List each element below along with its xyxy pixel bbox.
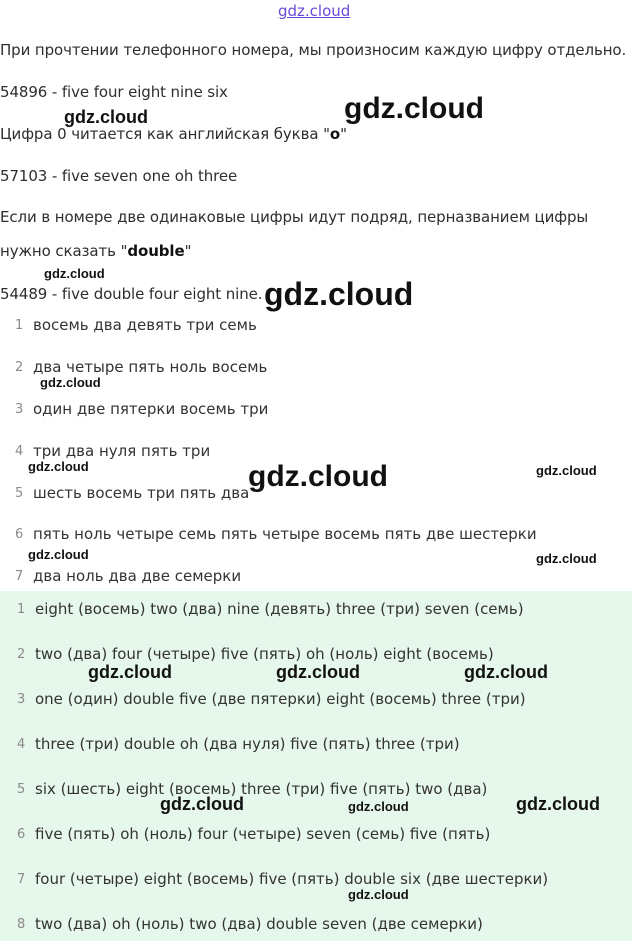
watermark: gdz.cloud (248, 460, 388, 493)
watermark: gdz.cloud (160, 794, 244, 814)
answer-number: 1 (17, 602, 26, 617)
answer-number: 7 (17, 872, 26, 887)
task-item: шесть восемь три пять два (33, 484, 250, 502)
watermark: gdz.cloud (516, 794, 600, 814)
watermark: gdz.cloud (348, 887, 409, 902)
answer-number: 5 (17, 782, 26, 797)
example-1: 54896 - five four eight nine six (0, 83, 228, 101)
rule-3-suffix: " (184, 242, 192, 260)
task-item: два ноль два две семерки (33, 567, 242, 585)
task-number: 6 (15, 527, 24, 542)
watermark: gdz.cloud (40, 375, 101, 390)
watermark: gdz.cloud (276, 662, 360, 682)
watermark: gdz.cloud (464, 662, 548, 682)
task-number: 2 (15, 360, 24, 375)
watermark: gdz.cloud (536, 463, 597, 478)
rule-2-bold: o (329, 125, 341, 143)
task-item: восемь два девять три семь (33, 316, 257, 334)
watermark: gdz.cloud (88, 662, 172, 682)
rule-paragraph-2 (0, 125, 347, 143)
watermark: gdz.cloud (264, 276, 414, 312)
answer-item: six (шесть) eight (восемь) three (три) five (пять) two (два) (35, 780, 488, 798)
task-item: три два нуля пять три (33, 442, 211, 460)
task-item: два четыре пять ноль восемь (33, 358, 268, 376)
rule-3-bold: double (127, 242, 185, 260)
rule-paragraph-1: При прочтении телефонного номера, мы произносим каждую цифру отдельно. (0, 41, 627, 59)
watermark: gdz.cloud (348, 799, 409, 814)
watermark: gdz.cloud (44, 266, 105, 281)
rule-3-prefix: нужно сказать " (0, 242, 128, 260)
watermark: gdz.cloud (536, 551, 597, 566)
answer-number: 2 (17, 647, 26, 662)
watermark: gdz.cloud (28, 547, 89, 562)
rule-2-suffix: " (340, 125, 347, 143)
answer-item: two (два) oh (ноль) two (два) double seven (две семерки) (35, 915, 483, 933)
answers-panel (0, 591, 632, 941)
watermark: gdz.cloud (64, 107, 148, 127)
answer-item: two (два) four (четыре) five (пять) oh (ноль) eight (восемь) (35, 645, 494, 663)
site-header-link[interactable]: gdz.cloud (278, 2, 351, 20)
task-number: 3 (15, 402, 24, 417)
answer-item: four (четыре) eight (восемь) five (пять) double six (две шестерки) (35, 870, 549, 888)
answer-item: three (три) double oh (два нуля) five (пять) three (три) (35, 735, 460, 753)
task-number: 1 (15, 318, 24, 333)
answer-number: 3 (17, 692, 26, 707)
answer-number: 8 (17, 917, 26, 932)
task-number: 4 (15, 444, 24, 459)
task-item: пять ноль четыре семь пять четыре восемь пять две шестерки (33, 525, 537, 543)
task-item: один две пятерки восемь три (33, 400, 269, 418)
answer-item: eight (восемь) two (два) nine (девять) three (три) seven (семь) (35, 600, 524, 618)
watermark: gdz.cloud (344, 92, 484, 125)
task-number: 5 (15, 486, 24, 501)
answer-number: 4 (17, 737, 26, 752)
task-number: 7 (15, 569, 24, 584)
watermark: gdz.cloud (28, 459, 89, 474)
answer-item: one (один) double five (две пятерки) eight (восемь) three (три) (35, 690, 526, 708)
rule-paragraph-3-line-2 (0, 242, 191, 260)
example-3: 54489 - five double four eight nine. (0, 285, 263, 303)
rule-paragraph-3-line-1: Если в номере две одинаковые цифры идут подряд, перназванием цифры (0, 208, 589, 226)
example-2: 57103 - five seven one oh three (0, 167, 238, 185)
rule-2-prefix: Цифра 0 читается как английская буква " (0, 125, 330, 143)
answer-number: 6 (17, 827, 26, 842)
answer-item: five (пять) oh (ноль) four (четыре) seven (семь) five (пять) (35, 825, 491, 843)
